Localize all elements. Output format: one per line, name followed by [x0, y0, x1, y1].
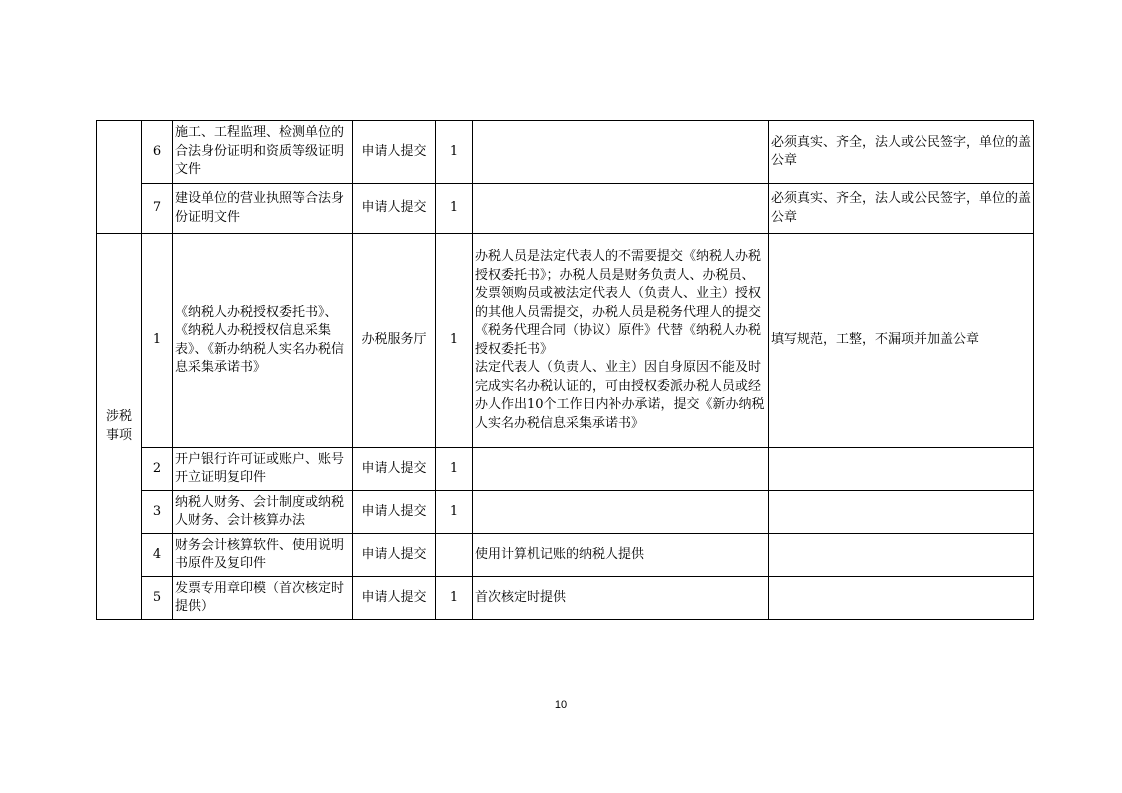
copies-count: 1 [436, 184, 473, 234]
material-requirement [769, 534, 1034, 577]
copies-count: 1 [436, 448, 473, 491]
material-source: 办税服务厅 [353, 234, 436, 448]
material-requirement [769, 448, 1034, 491]
material-source: 申请人提交 [353, 577, 436, 620]
material-source: 申请人提交 [353, 534, 436, 577]
table-row [97, 234, 1034, 448]
material-name: 开户银行许可证或账户、账号开立证明复印件 [173, 448, 353, 491]
material-note [473, 184, 769, 234]
table-row [97, 577, 1034, 620]
material-name: 发票专用章印模（首次核定时提供） [173, 577, 353, 620]
material-requirement: 必须真实、齐全，法人或公民签字，单位的盖公章 [769, 184, 1034, 234]
material-note [473, 121, 769, 184]
material-requirement [769, 491, 1034, 534]
row-number: 6 [142, 121, 173, 184]
row-number: 7 [142, 184, 173, 234]
copies-count: 1 [436, 491, 473, 534]
materials-table [96, 120, 1034, 620]
row-number: 2 [142, 448, 173, 491]
material-source: 申请人提交 [353, 184, 436, 234]
row-number: 3 [142, 491, 173, 534]
table-row [97, 184, 1034, 234]
material-name: 施工、工程监理、检测单位的合法身份证明和资质等级证明文件 [173, 121, 353, 184]
copies-count [436, 534, 473, 577]
table-row [97, 491, 1034, 534]
material-name: 纳税人财务、会计制度或纳税人财务、会计核算办法 [173, 491, 353, 534]
material-source: 申请人提交 [353, 491, 436, 534]
copies-count: 1 [436, 577, 473, 620]
row-number: 5 [142, 577, 173, 620]
material-note [473, 448, 769, 491]
material-note: 办税人员是法定代表人的不需要提交《纳税人办税授权委托书》；办税人员是财务负责人、办税员、发票领购员或被法定代表人（负责人、业主）授权的其他人员需提交，办税人员是税务代理人的提交《税务代理合同（协议）原件》代替《纳税人办税授权委托书》 法定代表人（负责人、业主）因自身原因不能及时完成实名办税认证的，可由授权委派办税人员或经办人作出10个工作日内补办承诺，提交《新办纳税人实名办税信息采集承诺书》 [473, 234, 769, 448]
material-note: 首次核定时提供 [473, 577, 769, 620]
table-row [97, 121, 1034, 184]
material-source: 申请人提交 [353, 448, 436, 491]
category-cell: 涉税事项 [97, 234, 142, 620]
copies-count: 1 [436, 121, 473, 184]
material-requirement: 填写规范，工整，不漏项并加盖公章 [769, 234, 1034, 448]
material-name: 财务会计核算软件、使用说明书原件及复印件 [173, 534, 353, 577]
page-number: 10 [554, 699, 568, 711]
material-note: 使用计算机记账的纳税人提供 [473, 534, 769, 577]
material-requirement [769, 577, 1034, 620]
table-row [97, 448, 1034, 491]
material-name: 建设单位的营业执照等合法身份证明文件 [173, 184, 353, 234]
material-requirement: 必须真实、齐全，法人或公民签字，单位的盖公章 [769, 121, 1034, 184]
row-number: 1 [142, 234, 173, 448]
table-row [97, 534, 1034, 577]
material-name: 《纳税人办税授权委托书》、《纳税人办税授权信息采集表》、《新办纳税人实名办税信息采集承诺书》 [173, 234, 353, 448]
material-note [473, 491, 769, 534]
category-cell [97, 121, 142, 234]
material-source: 申请人提交 [353, 121, 436, 184]
copies-count: 1 [436, 234, 473, 448]
row-number: 4 [142, 534, 173, 577]
